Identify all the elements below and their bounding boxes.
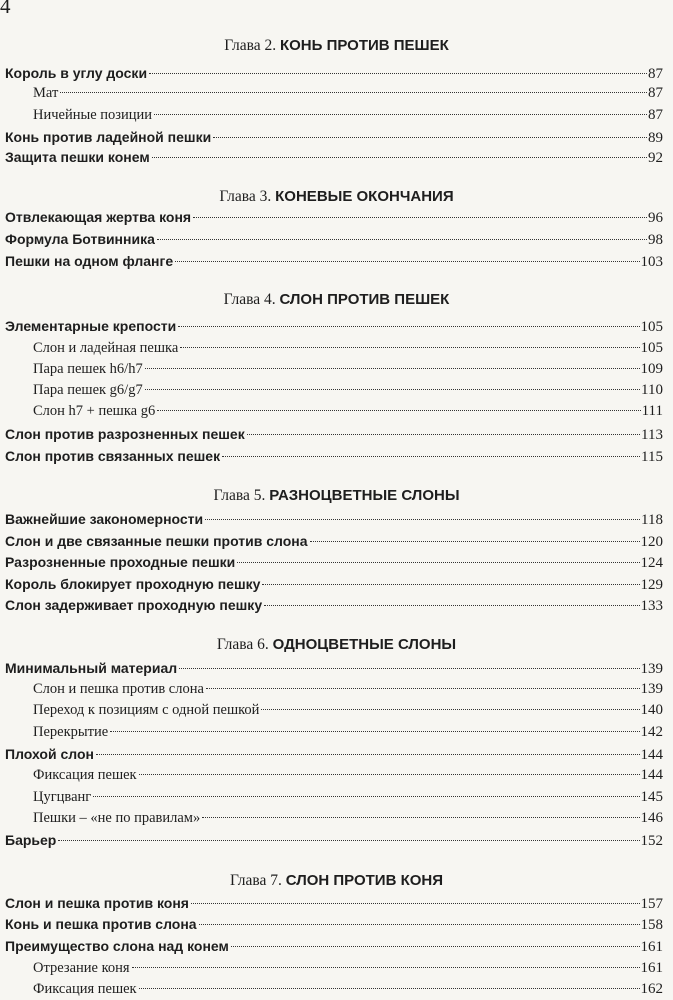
toc-entry-label: Пара пешек g6/g7 (33, 382, 143, 398)
toc-entry-page: 152 (640, 833, 663, 849)
dot-leader (262, 584, 639, 585)
toc-subentry[interactable] (33, 679, 663, 699)
toc-entry-label: Защита пешки конем (5, 149, 150, 165)
toc-entry[interactable] (5, 316, 663, 336)
dot-leader (261, 709, 639, 710)
dot-leader (152, 157, 647, 158)
toc-entry-page: 109 (640, 361, 663, 377)
chapter-heading (0, 636, 673, 654)
dot-leader (175, 261, 639, 262)
dot-leader (154, 114, 647, 115)
toc-entry-page: 110 (641, 382, 663, 398)
chapter-title: КОНЬ ПРОТИВ ПЕШЕК (279, 37, 449, 54)
dot-leader (157, 239, 647, 240)
dot-leader (149, 73, 647, 74)
dot-leader (213, 137, 647, 138)
toc-entry-label: Слон против связанных пешек (5, 448, 221, 464)
toc-entry-label: Отвлекающая жертва коня (5, 209, 192, 225)
toc-entry[interactable] (5, 744, 663, 764)
toc-subentry[interactable] (33, 83, 663, 103)
dot-leader (231, 946, 640, 947)
toc-entry-page: 113 (641, 427, 663, 443)
toc-entry-label: Элементарные крепости (5, 318, 177, 334)
dot-leader (202, 817, 639, 818)
toc-entry-page: 96 (648, 210, 663, 226)
toc-entry-page: 144 (640, 767, 663, 783)
chapter-heading (0, 291, 673, 309)
toc-entry-page: 146 (640, 810, 663, 826)
dot-leader (247, 434, 640, 435)
toc-entry-page: 105 (640, 340, 663, 356)
toc-entry-page: 92 (648, 150, 663, 166)
toc-entry-page: 118 (641, 512, 663, 528)
chapter-heading (0, 188, 673, 206)
toc-entry-label: Конь против ладейной пешки (5, 129, 212, 145)
dot-leader (96, 754, 640, 755)
dot-leader (178, 326, 639, 327)
toc-subentry[interactable] (33, 338, 663, 358)
toc-entry-label: Пешки на одном фланге (5, 253, 174, 269)
toc-entry-label: Пешки – «не по правилам» (33, 810, 201, 826)
toc-entry-page: 162 (640, 981, 663, 997)
toc-subentry[interactable] (33, 958, 663, 978)
toc-entry-page: 140 (640, 702, 663, 718)
toc-entry-page: 98 (648, 232, 663, 248)
chapter-title: КОНЕВЫЕ ОКОНЧАНИЯ (275, 188, 454, 205)
toc-entry-label: Формула Ботвинника (5, 231, 155, 247)
toc-entry-label: Слон и ладейная пешка (33, 340, 179, 356)
dot-leader (139, 774, 640, 775)
toc-entry-label: Король блокирует проходную пешку (5, 576, 261, 592)
toc-entry-label: Важнейшие закономерности (5, 511, 204, 527)
chapter-prefix: Глава 7. (229, 872, 282, 889)
chapter-heading (0, 37, 673, 55)
toc-entry-page: 105 (640, 319, 663, 335)
toc-entry-page: 139 (640, 661, 663, 677)
toc-entry-page: 89 (648, 130, 663, 146)
toc-subentry[interactable] (33, 722, 663, 742)
toc-entry-label: Слон задерживает проходную пешку (5, 597, 263, 613)
toc-entry[interactable] (5, 251, 663, 271)
dot-leader (206, 688, 640, 689)
toc-entry-label: Слон и пешка против коня (5, 895, 189, 911)
toc-entry-label: Отрезание коня (33, 960, 130, 976)
toc-entry-label: Слон и две связанные пешки против слона (5, 533, 308, 549)
chapter-heading (0, 872, 673, 890)
toc-entry[interactable] (5, 830, 663, 850)
toc-entry[interactable] (5, 127, 663, 147)
page-number: 4 (0, 0, 11, 18)
toc-entry-label: Слон и пешка против слона (33, 681, 204, 697)
dot-leader (58, 840, 639, 841)
toc-subentry[interactable] (33, 979, 663, 999)
dot-leader (93, 796, 639, 797)
toc-entry[interactable] (5, 446, 663, 466)
toc-entry[interactable] (5, 63, 663, 83)
toc-entry-label: Преимущество слона над конем (5, 938, 229, 954)
toc-subentry[interactable] (33, 765, 663, 785)
toc-subentry[interactable] (33, 359, 663, 379)
toc-entry-label: Король в углу доски (5, 65, 148, 81)
toc-subentry[interactable] (33, 700, 663, 720)
toc-entry-page: 129 (640, 577, 663, 593)
toc-entry-label: Плохой слон (5, 746, 94, 762)
toc-entry-label: Фиксация пешек (33, 767, 137, 783)
toc-entry-page: 161 (640, 960, 663, 976)
dot-leader (205, 519, 640, 520)
toc-entry[interactable] (5, 509, 663, 529)
dot-leader (193, 217, 647, 218)
toc-entry-page: 139 (640, 681, 663, 697)
toc-entry-page: 87 (648, 107, 663, 123)
toc-entry[interactable] (5, 207, 663, 227)
toc-entry[interactable] (5, 147, 663, 167)
toc-entry[interactable] (5, 424, 663, 444)
toc-entry[interactable] (5, 595, 663, 615)
dot-leader (145, 368, 640, 369)
toc-entry-page: 120 (640, 534, 663, 550)
toc-entry[interactable] (5, 531, 663, 551)
toc-entry-label: Разрозненные проходные пешки (5, 554, 236, 570)
toc-entry-label: Пара пешек h6/h7 (33, 361, 143, 377)
dot-leader (237, 562, 639, 563)
chapter-prefix: Глава 3. (219, 188, 272, 205)
toc-entry-label: Перекрытие (33, 724, 109, 740)
dot-leader (145, 389, 640, 390)
dot-leader (191, 903, 640, 904)
toc-entry-label: Минимальный материал (5, 660, 178, 676)
toc-entry[interactable] (5, 658, 663, 678)
toc-subentry[interactable] (33, 105, 663, 125)
toc-entry[interactable] (5, 936, 663, 956)
toc-entry-label: Конь и пешка против слона (5, 916, 197, 932)
chapter-prefix: Глава 5. (213, 487, 266, 504)
chapter-prefix: Глава 4. (223, 291, 276, 308)
chapter-prefix: Глава 6. (216, 636, 269, 653)
dot-leader (179, 668, 639, 669)
toc-entry-label: Барьер (5, 832, 57, 848)
toc-entry-label: Ничейные позиции (33, 107, 153, 123)
toc-entry-page: 142 (640, 724, 663, 740)
toc-entry-page: 161 (640, 939, 663, 955)
dot-leader (132, 967, 640, 968)
toc-entry-page: 144 (640, 747, 663, 763)
chapter-title: ОДНОЦВЕТНЫЕ СЛОНЫ (272, 636, 457, 653)
toc-subentry[interactable] (33, 808, 663, 828)
toc-subentry[interactable] (33, 401, 663, 421)
toc-entry-page: 103 (640, 254, 663, 270)
dot-leader (199, 924, 640, 925)
dot-leader (180, 347, 639, 348)
toc-entry-page: 145 (640, 789, 663, 805)
dot-leader (110, 731, 639, 732)
toc-entry-label: Мат (33, 85, 59, 101)
chapter-title: РАЗНОЦВЕТНЫЕ СЛОНЫ (269, 487, 460, 504)
dot-leader (139, 988, 640, 989)
toc-entry-label: Цугцванг (33, 789, 92, 805)
toc-entry[interactable] (5, 229, 663, 249)
toc-subentry[interactable] (33, 380, 663, 400)
toc-entry-label: Переход к позициям с одной пешкой (33, 702, 260, 718)
dot-leader (60, 92, 647, 93)
toc-entry-page: 115 (641, 449, 663, 465)
dot-leader (157, 410, 640, 411)
toc-entry[interactable] (5, 893, 663, 913)
chapter-prefix: Глава 2. (224, 37, 277, 54)
toc-entry[interactable] (5, 914, 663, 934)
toc-entry-page: 158 (640, 917, 663, 933)
toc-entry-page: 157 (640, 896, 663, 912)
toc-subentry[interactable] (33, 787, 663, 807)
toc-entry-page: 111 (641, 403, 663, 419)
toc-entry[interactable] (5, 574, 663, 594)
chapter-title: СЛОН ПРОТИВ ПЕШЕК (279, 291, 450, 308)
dot-leader (310, 541, 640, 542)
toc-entry-label: Фиксация пешек (33, 981, 137, 997)
toc-entry-label: Слон против разрозненных пешек (5, 426, 245, 442)
toc-entry-label: Слон h7 + пешка g6 (33, 403, 156, 419)
toc-entry[interactable] (5, 552, 663, 572)
chapter-heading (0, 487, 673, 505)
toc-entry-page: 87 (648, 66, 663, 82)
toc-entry-page: 133 (640, 598, 663, 614)
toc-entry-page: 87 (648, 85, 663, 101)
dot-leader (222, 456, 640, 457)
chapter-title: СЛОН ПРОТИВ КОНЯ (285, 872, 444, 889)
dot-leader (264, 605, 639, 606)
toc-entry-page: 124 (640, 555, 663, 571)
